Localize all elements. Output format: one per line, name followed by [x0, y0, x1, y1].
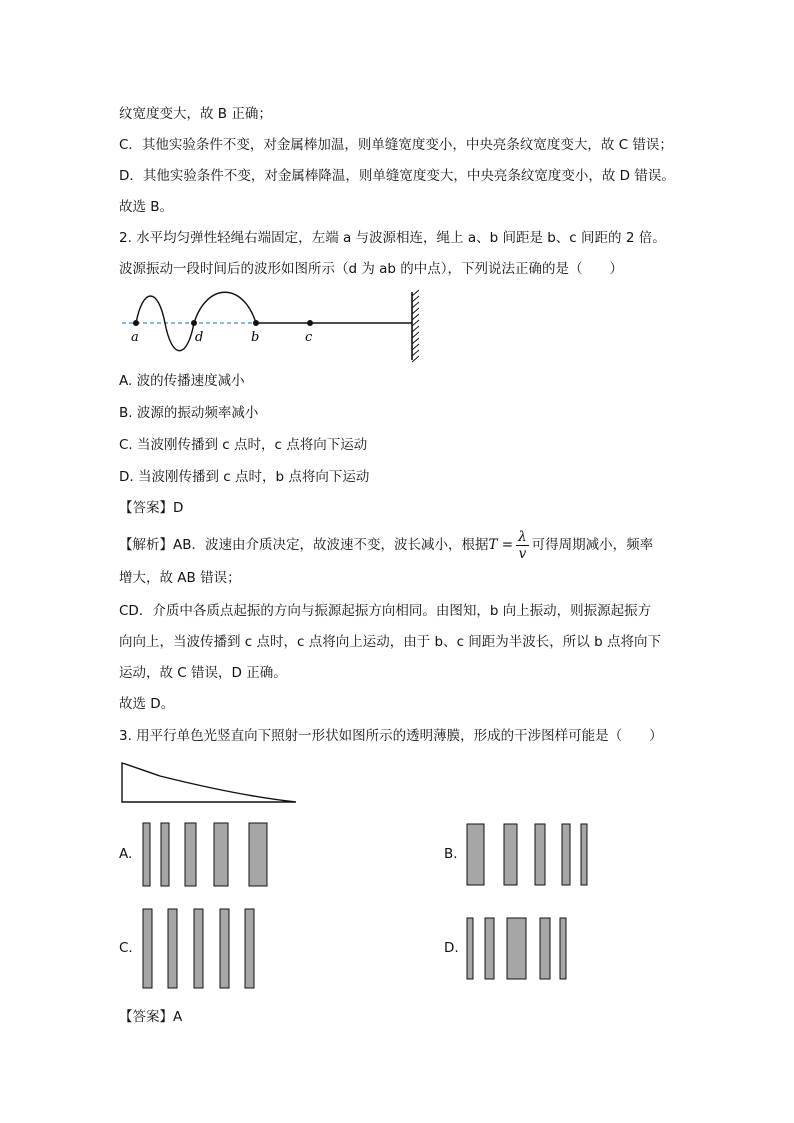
formula-numerator: λ	[518, 528, 527, 545]
fringe	[143, 909, 152, 988]
wave-curve	[136, 292, 256, 351]
fringe	[562, 824, 570, 885]
formula-denominator: v	[518, 545, 527, 562]
option-a-label: A.	[119, 846, 133, 862]
question-3-stem: 3. 用平行单色光竖直向下照射一形状如图所示的透明薄膜，形成的干涉图样可能是（ ）	[119, 728, 663, 744]
fringe	[504, 824, 517, 885]
fringe	[560, 918, 566, 979]
text-line: C．其他实验条件不变，对金属棒加温，则单缝宽度变小，中央亮条纹宽度变大，故 C 错误；	[119, 137, 673, 153]
answer-line-q3: 【答案】A	[119, 1009, 183, 1025]
analysis-line-4: 向向上，当波传播到 c 点时，c 点将向上运动，由于 b、c 间距为半波长，所以 b 点将向下	[119, 634, 661, 650]
option-a: A. 波的传播速度减小	[119, 373, 245, 389]
fringe	[540, 918, 550, 979]
label-c: c	[305, 330, 313, 345]
fringe	[161, 823, 169, 886]
fringe	[249, 823, 267, 886]
point-c	[307, 320, 313, 326]
fringe	[194, 909, 203, 988]
point-b	[253, 320, 259, 326]
fringe	[467, 824, 484, 885]
analysis-text: 【解析】AB．波速由介质决定，故波速不变，波长减小，根据	[119, 537, 489, 553]
fringe	[143, 823, 150, 886]
fringe	[185, 823, 196, 886]
text-line: D．其他实验条件不变，对金属棒降温，则单缝宽度变大，中央亮条纹宽度变小，故 D 错误。	[119, 168, 675, 184]
option-d-label: D.	[444, 940, 459, 956]
point-a	[133, 320, 139, 326]
option-c: C. 当波刚传播到 c 点时，c 点将向下运动	[119, 437, 368, 453]
text-line: 纹宽度变大，故 B 正确；	[119, 106, 272, 122]
film-shape	[122, 763, 296, 802]
label-a: a	[131, 330, 139, 345]
option-d: D. 当波刚传播到 c 点时，b 点将向下运动	[119, 469, 370, 485]
label-d: d	[195, 330, 204, 345]
text-line: 故选 B。	[119, 199, 174, 215]
fringe	[245, 909, 254, 988]
fringe	[581, 824, 587, 885]
fringe	[535, 824, 545, 885]
fringe	[467, 918, 473, 979]
option-c-label: C.	[119, 940, 133, 956]
answer-line: 【答案】D	[119, 500, 184, 516]
label-b: b	[251, 330, 260, 345]
question-2-stem-line2: 波源振动一段时间后的波形如图所示（d 为 ab 的中点），下列说法正确的是（ ）	[119, 261, 624, 277]
option-b: B. 波源的振动频率减小	[119, 405, 259, 421]
point-d	[191, 320, 197, 326]
question-2-stem-line1: 2. 水平均匀弹性轻绳右端固定，左端 a 与波源相连，绳上 a、b 间距是 b、c 间距的 2 倍。	[119, 230, 666, 246]
analysis-text: 可得周期减小，频率	[531, 537, 654, 553]
fringe	[507, 918, 526, 979]
analysis-line-3: CD．介质中各质点起振的方向与振源起振方向相同。由图知，b 向上振动，则振源起振方	[119, 603, 652, 619]
fringe	[485, 918, 494, 979]
analysis-line-2: 增大，故 AB 错误；	[119, 570, 241, 586]
wall-hatch	[412, 290, 419, 362]
formula-lhs: T =	[488, 537, 514, 553]
option-b-label: B.	[444, 846, 458, 862]
choose-line: 故选 D。	[119, 696, 175, 712]
analysis-line-1	[119, 528, 653, 562]
analysis-line-5: 运动，故 C 错误，D 正确。	[119, 665, 287, 681]
formula-fraction	[516, 529, 529, 562]
fringe	[168, 909, 177, 988]
fringe	[220, 909, 229, 988]
fringe	[214, 823, 228, 886]
